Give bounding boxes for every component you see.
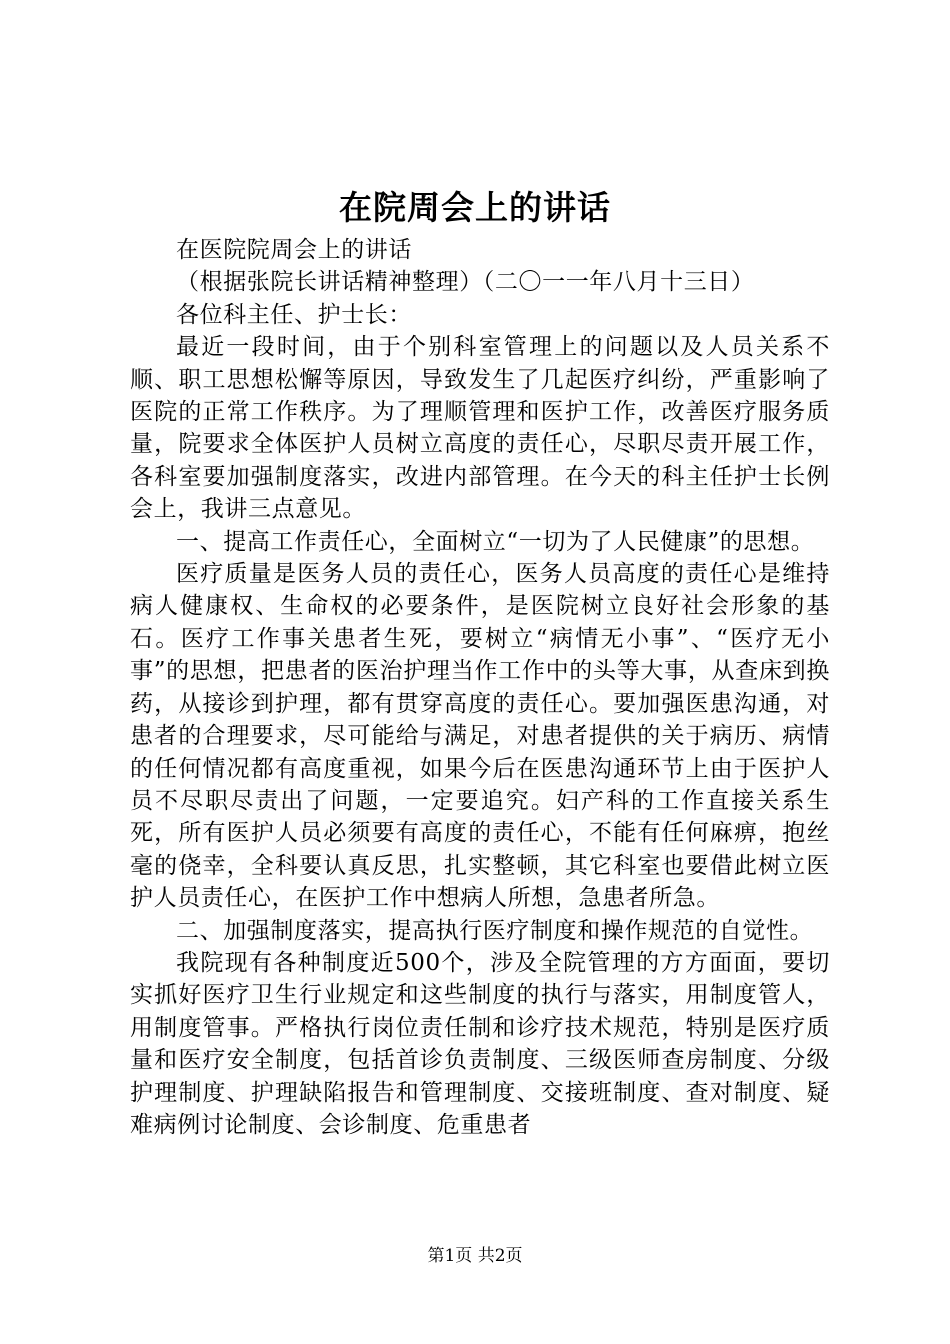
paragraph-section-2-body: 我院现有各种制度近500个，涉及全院管理的方方面面，要切实抓好医疗卫生行业规定和这些制度的执行与落实，用制度管人，用制度管事。严格执行岗位责任制和诊疗技术规范，特别是医疗质量和医疗安全制度，包括首诊负责制度、三级医师查房制度、分级护理制度、护理缺陷报告和管理制度、交接班制度、查对制度、疑难病例讨论制度、会诊制度、危重患者 (130, 949, 830, 1138)
paragraph-salutation: 各位科主任、护士长： (176, 301, 412, 328)
page-number-footer: 第1页 共2页 (427, 1246, 523, 1266)
document-body (130, 234, 830, 1141)
paragraph-section-2-heading: 二、加强制度落实，提高执行医疗制度和操作规范的自觉性。 (176, 917, 814, 944)
paragraph-intro: 最近一段时间，由于个别科室管理上的问题以及人员关系不顺、职工思想松懈等原因，导致发生了几起医疗纠纷，严重影响了医院的正常工作秩序。为了理顺管理和医护工作，改善医疗服务质量，院要求全体医护人员树立高度的责任心，尽职尽责开展工作，各科室要加强制度落实，改进内部管理。在今天的科主任护士长例会上，我讲三点意见。 (130, 334, 830, 523)
paragraph-section-1-body: 医疗质量是医务人员的责任心，医务人员高度的责任心是维持病人健康权、生命权的必要条件，是医院树立良好社会形象的基石。医疗工作事关患者生死，要树立“病情无小事”、“医疗无小事”的思想，把患者的医治护理当作工作中的头等大事，从查床到换药，从接诊到护理，都有贯穿高度的责任心。要加强医患沟通，对患者的合理要求，尽可能给与满足，对患者提供的关于病历、病情的任何情况都有高度重视，如果今后在医患沟通环节上由于医护人员不尽职尽责出了问题，一定要追究。妇产科的工作直接关系生死，所有医护人员必须要有高度的责任心，不能有任何麻痹，抱丝毫的侥幸，全科要认真反思，扎实整顿，其它科室也要借此树立医护人员责任心，在医护工作中想病人所想，急患者所急。 (130, 561, 830, 912)
paragraph-heading-line: 在医院院周会上的讲话 (176, 237, 412, 263)
paragraph-source-note: （根据张院长讲话精神整理）（二〇一一年八月十三日） (176, 269, 755, 296)
document-title: 在院周会上的讲话 (339, 188, 611, 227)
paragraph-section-1-heading: 一、提高工作责任心，全面树立“一切为了人民健康”的思想。 (176, 528, 815, 555)
